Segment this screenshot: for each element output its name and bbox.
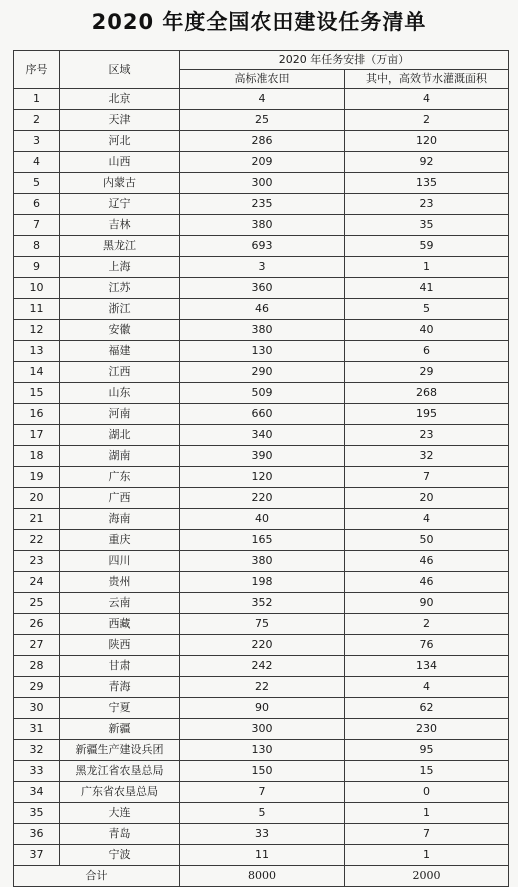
row-farmland: 290 bbox=[180, 362, 345, 383]
row-region: 湖南 bbox=[60, 446, 180, 467]
row-seq: 20 bbox=[14, 488, 60, 509]
row-seq: 12 bbox=[14, 320, 60, 341]
row-region: 大连 bbox=[60, 803, 180, 824]
row-farmland: 130 bbox=[180, 341, 345, 362]
row-farmland: 235 bbox=[180, 194, 345, 215]
row-irrigation: 7 bbox=[345, 824, 509, 845]
table-row bbox=[14, 215, 509, 236]
row-irrigation: 15 bbox=[345, 761, 509, 782]
table-row bbox=[14, 677, 509, 698]
table-row bbox=[14, 572, 509, 593]
table-body bbox=[14, 89, 509, 866]
row-irrigation: 29 bbox=[345, 362, 509, 383]
row-region: 宁波 bbox=[60, 845, 180, 866]
row-region: 安徽 bbox=[60, 320, 180, 341]
row-farmland: 75 bbox=[180, 614, 345, 635]
row-seq: 17 bbox=[14, 425, 60, 446]
table-row bbox=[14, 656, 509, 677]
row-irrigation: 135 bbox=[345, 173, 509, 194]
row-region: 内蒙古 bbox=[60, 173, 180, 194]
row-farmland: 90 bbox=[180, 698, 345, 719]
table-row bbox=[14, 845, 509, 866]
table-row bbox=[14, 152, 509, 173]
row-irrigation: 59 bbox=[345, 236, 509, 257]
table-row bbox=[14, 320, 509, 341]
row-irrigation: 120 bbox=[345, 131, 509, 152]
row-region: 广西 bbox=[60, 488, 180, 509]
row-farmland: 693 bbox=[180, 236, 345, 257]
row-irrigation: 134 bbox=[345, 656, 509, 677]
task-group-header: 2020 年任务安排（万亩） bbox=[180, 51, 509, 70]
row-seq: 33 bbox=[14, 761, 60, 782]
table-row bbox=[14, 362, 509, 383]
total-irrigation: 2000 bbox=[345, 866, 509, 887]
table-row bbox=[14, 278, 509, 299]
row-irrigation: 6 bbox=[345, 341, 509, 362]
table-row bbox=[14, 425, 509, 446]
row-region: 广东省农垦总局 bbox=[60, 782, 180, 803]
row-irrigation: 0 bbox=[345, 782, 509, 803]
row-irrigation: 7 bbox=[345, 467, 509, 488]
row-region: 贵州 bbox=[60, 572, 180, 593]
row-farmland: 360 bbox=[180, 278, 345, 299]
row-farmland: 40 bbox=[180, 509, 345, 530]
row-seq: 4 bbox=[14, 152, 60, 173]
row-irrigation: 62 bbox=[345, 698, 509, 719]
row-region: 河南 bbox=[60, 404, 180, 425]
row-region: 新疆 bbox=[60, 719, 180, 740]
page-title: 2020 年度全国农田建设任务清单 bbox=[91, 10, 427, 34]
row-farmland: 380 bbox=[180, 215, 345, 236]
row-seq: 2 bbox=[14, 110, 60, 131]
row-irrigation: 1 bbox=[345, 257, 509, 278]
row-seq: 28 bbox=[14, 656, 60, 677]
row-seq: 24 bbox=[14, 572, 60, 593]
row-region: 福建 bbox=[60, 341, 180, 362]
row-farmland: 5 bbox=[180, 803, 345, 824]
row-irrigation: 76 bbox=[345, 635, 509, 656]
row-farmland: 390 bbox=[180, 446, 345, 467]
table-row bbox=[14, 173, 509, 194]
table-row bbox=[14, 131, 509, 152]
table-row bbox=[14, 614, 509, 635]
table-row bbox=[14, 551, 509, 572]
row-farmland: 11 bbox=[180, 845, 345, 866]
row-region: 云南 bbox=[60, 593, 180, 614]
row-farmland: 300 bbox=[180, 719, 345, 740]
table-row bbox=[14, 446, 509, 467]
table-row bbox=[14, 89, 509, 110]
row-farmland: 340 bbox=[180, 425, 345, 446]
region-header: 区域 bbox=[60, 51, 180, 89]
total-farmland: 8000 bbox=[180, 866, 345, 887]
row-seq: 6 bbox=[14, 194, 60, 215]
row-seq: 35 bbox=[14, 803, 60, 824]
row-irrigation: 32 bbox=[345, 446, 509, 467]
row-region: 宁夏 bbox=[60, 698, 180, 719]
row-seq: 31 bbox=[14, 719, 60, 740]
table-row bbox=[14, 824, 509, 845]
table-row bbox=[14, 236, 509, 257]
row-irrigation: 23 bbox=[345, 194, 509, 215]
row-irrigation: 50 bbox=[345, 530, 509, 551]
row-farmland: 220 bbox=[180, 488, 345, 509]
row-farmland: 300 bbox=[180, 173, 345, 194]
table-row bbox=[14, 782, 509, 803]
row-irrigation: 2 bbox=[345, 614, 509, 635]
row-region: 重庆 bbox=[60, 530, 180, 551]
row-seq: 15 bbox=[14, 383, 60, 404]
row-farmland: 4 bbox=[180, 89, 345, 110]
row-region: 天津 bbox=[60, 110, 180, 131]
row-seq: 1 bbox=[14, 89, 60, 110]
row-seq: 22 bbox=[14, 530, 60, 551]
row-seq: 8 bbox=[14, 236, 60, 257]
row-region: 青海 bbox=[60, 677, 180, 698]
table-row bbox=[14, 509, 509, 530]
table-row bbox=[14, 698, 509, 719]
row-region: 北京 bbox=[60, 89, 180, 110]
row-seq: 9 bbox=[14, 257, 60, 278]
table-row bbox=[14, 803, 509, 824]
table-row bbox=[14, 341, 509, 362]
row-region: 江苏 bbox=[60, 278, 180, 299]
row-region: 山西 bbox=[60, 152, 180, 173]
row-irrigation: 230 bbox=[345, 719, 509, 740]
table-row bbox=[14, 467, 509, 488]
row-farmland: 7 bbox=[180, 782, 345, 803]
row-irrigation: 20 bbox=[345, 488, 509, 509]
row-farmland: 352 bbox=[180, 593, 345, 614]
row-farmland: 286 bbox=[180, 131, 345, 152]
table-row bbox=[14, 719, 509, 740]
table-row bbox=[14, 194, 509, 215]
task-table bbox=[13, 50, 509, 887]
row-farmland: 33 bbox=[180, 824, 345, 845]
row-irrigation: 268 bbox=[345, 383, 509, 404]
total-label: 合计 bbox=[14, 866, 180, 887]
row-farmland: 220 bbox=[180, 635, 345, 656]
row-farmland: 380 bbox=[180, 551, 345, 572]
row-region: 海南 bbox=[60, 509, 180, 530]
row-seq: 7 bbox=[14, 215, 60, 236]
row-irrigation: 5 bbox=[345, 299, 509, 320]
table-row bbox=[14, 530, 509, 551]
row-seq: 14 bbox=[14, 362, 60, 383]
row-irrigation: 41 bbox=[345, 278, 509, 299]
row-irrigation: 4 bbox=[345, 677, 509, 698]
row-seq: 26 bbox=[14, 614, 60, 635]
row-farmland: 660 bbox=[180, 404, 345, 425]
row-region: 浙江 bbox=[60, 299, 180, 320]
row-seq: 34 bbox=[14, 782, 60, 803]
row-region: 黑龙江省农垦总局 bbox=[60, 761, 180, 782]
row-farmland: 120 bbox=[180, 467, 345, 488]
row-farmland: 3 bbox=[180, 257, 345, 278]
row-irrigation: 40 bbox=[345, 320, 509, 341]
table-row bbox=[14, 488, 509, 509]
row-seq: 36 bbox=[14, 824, 60, 845]
row-irrigation: 1 bbox=[345, 845, 509, 866]
row-irrigation: 1 bbox=[345, 803, 509, 824]
row-irrigation: 95 bbox=[345, 740, 509, 761]
table-row bbox=[14, 635, 509, 656]
table-row bbox=[14, 740, 509, 761]
row-region: 山东 bbox=[60, 383, 180, 404]
row-region: 辽宁 bbox=[60, 194, 180, 215]
row-irrigation: 46 bbox=[345, 572, 509, 593]
row-region: 黑龙江 bbox=[60, 236, 180, 257]
row-region: 陕西 bbox=[60, 635, 180, 656]
row-seq: 23 bbox=[14, 551, 60, 572]
row-seq: 25 bbox=[14, 593, 60, 614]
row-seq: 5 bbox=[14, 173, 60, 194]
row-irrigation: 4 bbox=[345, 509, 509, 530]
row-irrigation: 46 bbox=[345, 551, 509, 572]
row-farmland: 150 bbox=[180, 761, 345, 782]
row-irrigation: 195 bbox=[345, 404, 509, 425]
row-farmland: 46 bbox=[180, 299, 345, 320]
row-seq: 19 bbox=[14, 467, 60, 488]
row-irrigation: 90 bbox=[345, 593, 509, 614]
row-region: 广东 bbox=[60, 467, 180, 488]
row-seq: 3 bbox=[14, 131, 60, 152]
row-seq: 18 bbox=[14, 446, 60, 467]
row-farmland: 22 bbox=[180, 677, 345, 698]
row-region: 西藏 bbox=[60, 614, 180, 635]
farmland-header: 高标准农田 bbox=[180, 70, 345, 89]
row-seq: 10 bbox=[14, 278, 60, 299]
table-row bbox=[14, 383, 509, 404]
row-region: 新疆生产建设兵团 bbox=[60, 740, 180, 761]
row-seq: 11 bbox=[14, 299, 60, 320]
table-row bbox=[14, 110, 509, 131]
row-irrigation: 92 bbox=[345, 152, 509, 173]
row-seq: 13 bbox=[14, 341, 60, 362]
table-row bbox=[14, 593, 509, 614]
row-irrigation: 23 bbox=[345, 425, 509, 446]
row-farmland: 509 bbox=[180, 383, 345, 404]
table-row bbox=[14, 257, 509, 278]
table-row bbox=[14, 404, 509, 425]
row-seq: 16 bbox=[14, 404, 60, 425]
row-region: 上海 bbox=[60, 257, 180, 278]
row-region: 四川 bbox=[60, 551, 180, 572]
row-seq: 32 bbox=[14, 740, 60, 761]
row-farmland: 380 bbox=[180, 320, 345, 341]
table-row bbox=[14, 299, 509, 320]
row-region: 江西 bbox=[60, 362, 180, 383]
irrigation-header: 其中，高效节水灌溉面积 bbox=[345, 70, 509, 89]
row-region: 青岛 bbox=[60, 824, 180, 845]
row-farmland: 165 bbox=[180, 530, 345, 551]
row-farmland: 242 bbox=[180, 656, 345, 677]
row-irrigation: 4 bbox=[345, 89, 509, 110]
seq-header: 序号 bbox=[14, 51, 60, 89]
row-irrigation: 35 bbox=[345, 215, 509, 236]
row-seq: 27 bbox=[14, 635, 60, 656]
row-farmland: 198 bbox=[180, 572, 345, 593]
row-region: 河北 bbox=[60, 131, 180, 152]
row-farmland: 209 bbox=[180, 152, 345, 173]
row-region: 吉林 bbox=[60, 215, 180, 236]
row-farmland: 130 bbox=[180, 740, 345, 761]
row-region: 甘肃 bbox=[60, 656, 180, 677]
row-region: 湖北 bbox=[60, 425, 180, 446]
row-seq: 29 bbox=[14, 677, 60, 698]
row-farmland: 25 bbox=[180, 110, 345, 131]
row-seq: 30 bbox=[14, 698, 60, 719]
table-row bbox=[14, 761, 509, 782]
row-irrigation: 2 bbox=[345, 110, 509, 131]
total-row bbox=[14, 866, 509, 887]
row-seq: 37 bbox=[14, 845, 60, 866]
row-seq: 21 bbox=[14, 509, 60, 530]
